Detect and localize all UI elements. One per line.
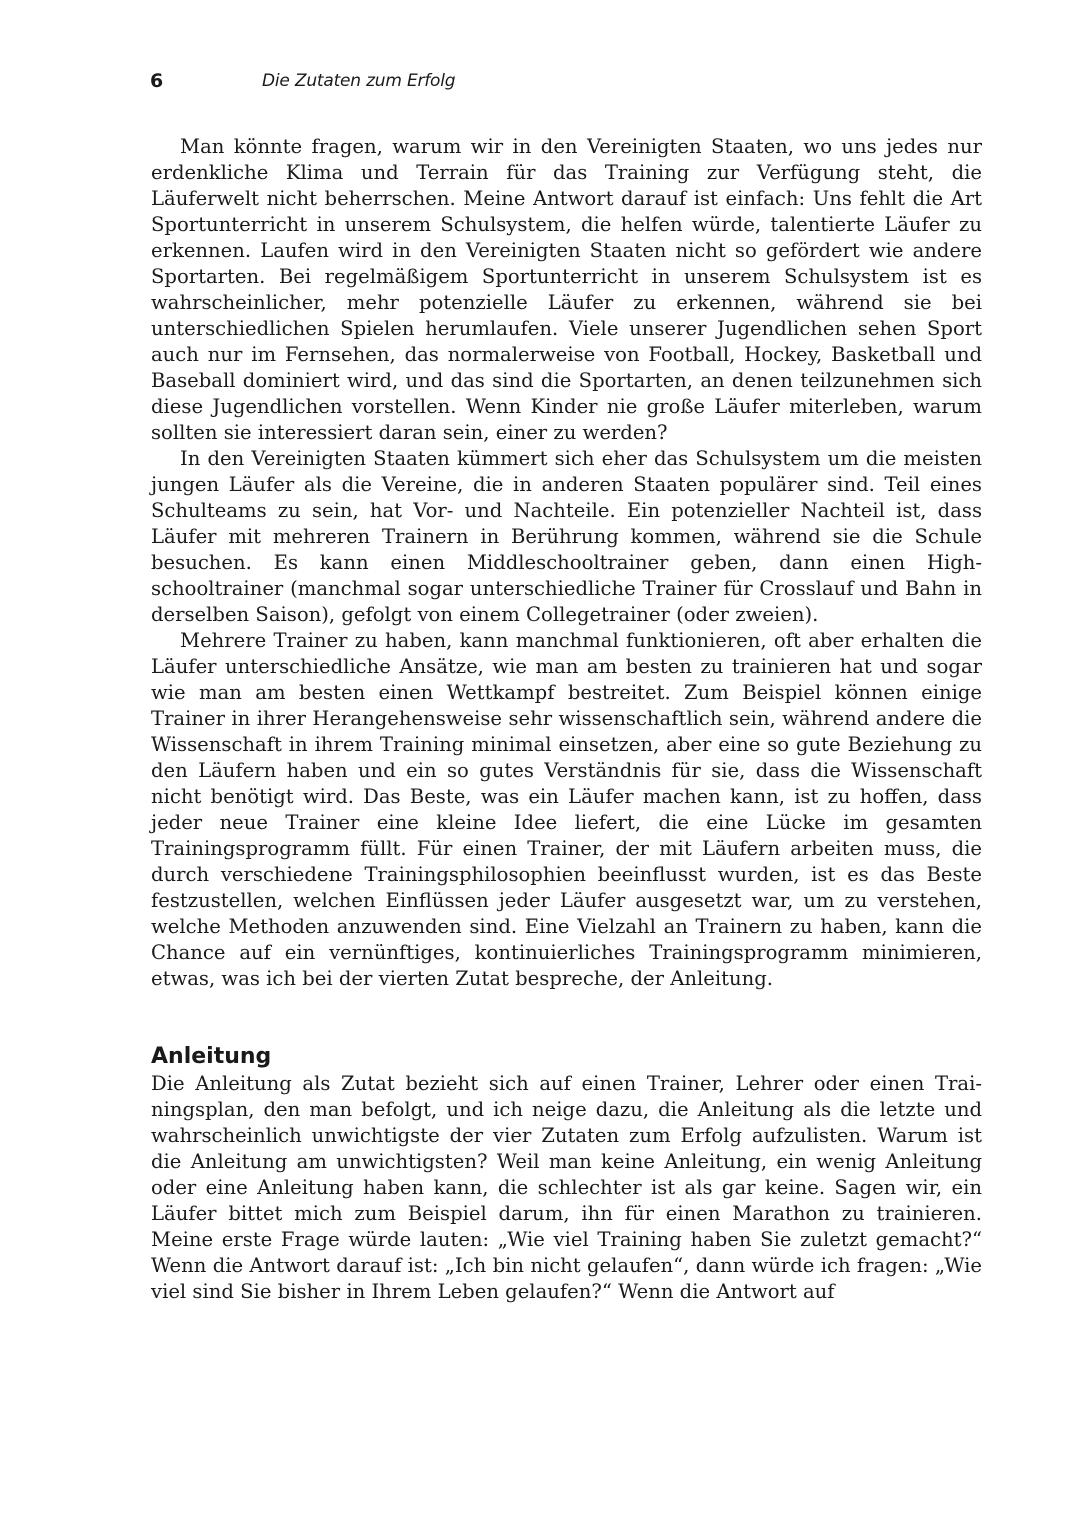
running-head	[150, 66, 980, 98]
body-paragraph: Man könnte fragen, warum wir in den Vereinigten Staaten, wo uns jedes nur erdenkliche Klima und Terrain für das Training zur Verfügung steht, die Läuferwelt nicht beherrschen. Meine Antwort darauf ist einfach: Uns fehlt die Art Sportunterricht in unserem Schulsystem, die helfen würde, talentierte Läufer zu erkennen. Laufen wird in den Vereinigten Staaten nicht so gefördert wie andere Sportarten. Bei regelmäßigem Sportunterricht in unserem Schulsystem ist es wahrscheinlicher, mehr potenzielle Läufer zu erkennen, während sie bei unterschiedlichen Spielen herumlaufen. Viele unserer Jugendlichen sehen Sport auch nur im Fernsehen, das normalerweise von Football, Hockey, Basketball und Baseball dominiert wird, und das sind die Sportarten, an denen teilzunehmen sich diese Jugendlichen vorstellen. Wenn Kinder nie große Läufer miterleben, warum sollten sie interessiert daran sein, einer zu werden?	[151, 135, 982, 444]
body-paragraph: Mehrere Trainer zu haben, kann manchmal funktionieren, oft aber erhalten die Läufer unterschiedliche Ansätze, wie man am besten zu trainieren hat und sogar wie man am besten einen Wettkampf bestreitet. Zum Beispiel können einige Trainer in ihrer Herangehensweise sehr wissenschaftlich sein, während andere die Wissenschaft in ihrem Training minimal einsetzen, aber eine so gute Beziehung zu den Läufern haben und ein so gutes Verständnis für sie, dass die Wissenschaft nicht benötigt wird. Das Beste, was ein Läufer machen kann, ist zu hoffen, dass jeder neue Trainer eine kleine Idee liefert, die eine Lücke im gesamten Trainingsprogramm füllt. Für einen Trainer, der mit Läufern arbeiten muss, die durch verschiedene Trainingsphilosophien beeinflusst wurden, ist es das Beste festzustellen, welchen Einflüssen jeder Läufer ausgesetzt war, um zu verstehen, welche Methoden anzuwenden sind. Eine Vielzahl an Trainern zu haben, kann die Chance auf ein vernünftiges, kontinuierliches Trainingsprogramm minimieren, etwas, was ich bei der vierten Zutat bespreche, der Anleitung.	[151, 629, 982, 990]
page-number: 6	[150, 70, 164, 92]
body-text-block	[151, 134, 982, 992]
section-paragraph: Die Anleitung als Zutat bezieht sich auf einen Trainer, Lehrer oder einen Trainingsplan, den man befolgt, und ich neige dazu, die Anleitung als die letzte und wahrscheinlich unwichtigste der vier Zutaten zum Erfolg aufzulisten. Warum ist die Anleitung am unwichtigsten? Weil man keine Anleitung, ein wenig Anleitung oder eine Anleitung haben kann, die schlechter ist als gar keine. Sagen wir, ein Läufer bittet mich zum Beispiel darum, ihn für einen Marathon zu trainieren. Meine erste Frage würde lauten: „Wie viel Training haben Sie zuletzt gemacht?“ Wenn die Antwort darauf ist: „Ich bin nicht gelaufen“, dann würde ich fragen: „Wie viel sind Sie bisher in Ihrem Leben gelaufen?“ Wenn die Antwort auf	[151, 1072, 982, 1303]
chapter-title: Die Zutaten zum Erfolg	[262, 71, 456, 91]
body-paragraph: In den Vereinigten Staaten kümmert sich eher das Schulsystem um die meisten jungen Läufer als die Vereine, die in anderen Staaten populärer sind. Teil eines Schulteams zu sein, hat Vor- und Nachteile. Ein potenzieller Nachteil ist, dass Läufer mit mehreren Trainern in Berührung kommen, während sie die Schule besuchen. Es kann einen Middleschooltrainer geben, dann einen Highschooltrainer (manchmal sogar unterschiedliche Trainer für Crosslauf und Bahn in derselben Saison), gefolgt von einem Collegetrainer (oder zweien).	[151, 447, 982, 626]
section-heading: Anleitung	[151, 1044, 272, 1069]
section-text-block	[151, 1071, 982, 1305]
